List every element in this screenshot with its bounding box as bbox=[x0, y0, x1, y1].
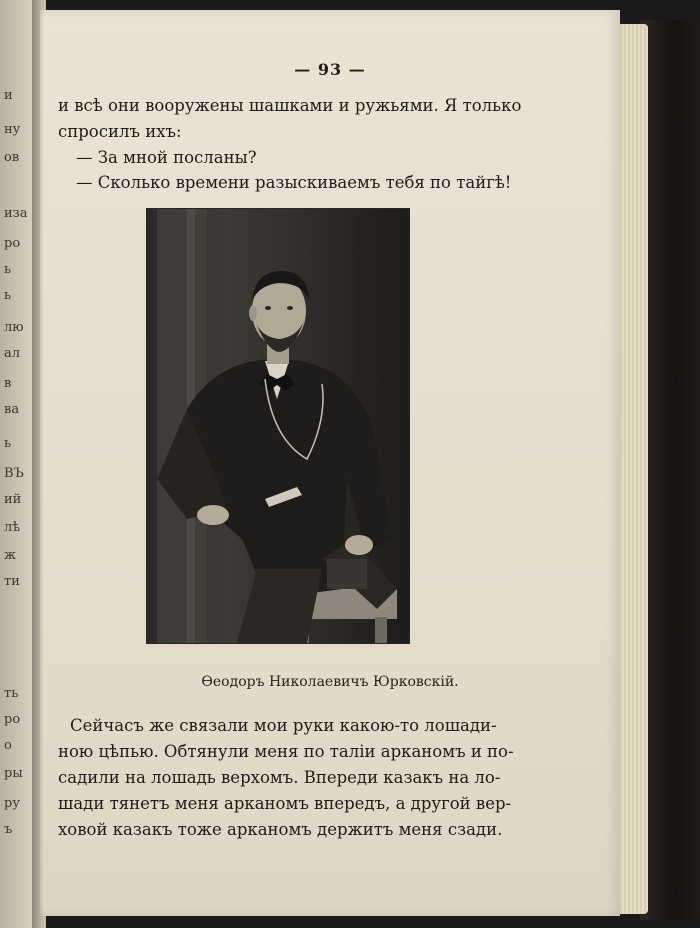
left-page-fragment: ро bbox=[4, 712, 21, 727]
text-line: — Сколько времени разыскиваемъ тебя по тайгѣ! bbox=[76, 173, 512, 192]
left-page-fragment: и bbox=[4, 88, 13, 103]
text-line: ховой казакъ тоже арканомъ держитъ меня сзади. bbox=[58, 820, 503, 839]
text-line: шади тянетъ меня арканомъ впередъ, а другой вер- bbox=[58, 794, 512, 813]
left-page-fragment: ал bbox=[4, 346, 21, 361]
left-page-fragment: лѣ bbox=[4, 520, 21, 535]
book-cover-edge bbox=[640, 20, 700, 920]
portrait-image bbox=[147, 209, 409, 643]
left-page-fragment: в bbox=[4, 376, 12, 391]
left-page-fragment: ь bbox=[4, 436, 12, 451]
left-page-fragment: ну bbox=[4, 122, 21, 137]
left-page-fragment: ть bbox=[4, 686, 19, 701]
left-page-fragment: лю bbox=[4, 320, 24, 335]
left-page-fragment: ь bbox=[4, 288, 12, 303]
left-page-fragment: ж bbox=[4, 548, 16, 563]
text-line: Сейчасъ же связали мои руки какою-то лошади- bbox=[70, 716, 497, 735]
page-number: — 93 — bbox=[294, 60, 366, 79]
text-line: ною цѣпью. Обтянули меня по таліи арканомъ и по- bbox=[58, 742, 514, 761]
left-page-fragment: ъ bbox=[4, 822, 13, 837]
text-line: спросилъ ихъ: bbox=[58, 122, 182, 141]
left-page-fragment: ВЪ bbox=[4, 466, 24, 481]
text-line: — За мной посланы? bbox=[76, 148, 257, 167]
portrait-photo bbox=[146, 208, 410, 644]
left-page-fragment: ры bbox=[4, 766, 23, 781]
text-line: и всѣ они вооружены шашками и ружьями. Я только bbox=[58, 96, 522, 115]
left-page-fragment: ь bbox=[4, 262, 12, 277]
photo-caption: Өеодоръ Николаевичъ Юрковскій. bbox=[201, 674, 459, 690]
left-page-fragment: о bbox=[4, 738, 12, 753]
left-page-fragment: ов bbox=[4, 150, 20, 165]
left-page-fragment: иза bbox=[4, 206, 28, 221]
left-page-fragment: ро bbox=[4, 236, 21, 251]
book-gutter-shadow bbox=[32, 0, 44, 928]
left-page-fragment: ти bbox=[4, 574, 20, 589]
text-line: садили на лошадь верхомъ. Впереди казакъ на ло- bbox=[58, 768, 501, 787]
left-page-fragment: ру bbox=[4, 796, 20, 811]
book-page bbox=[40, 10, 620, 916]
left-page-fragment: ва bbox=[4, 402, 20, 417]
left-page-fragment: ий bbox=[4, 492, 22, 507]
